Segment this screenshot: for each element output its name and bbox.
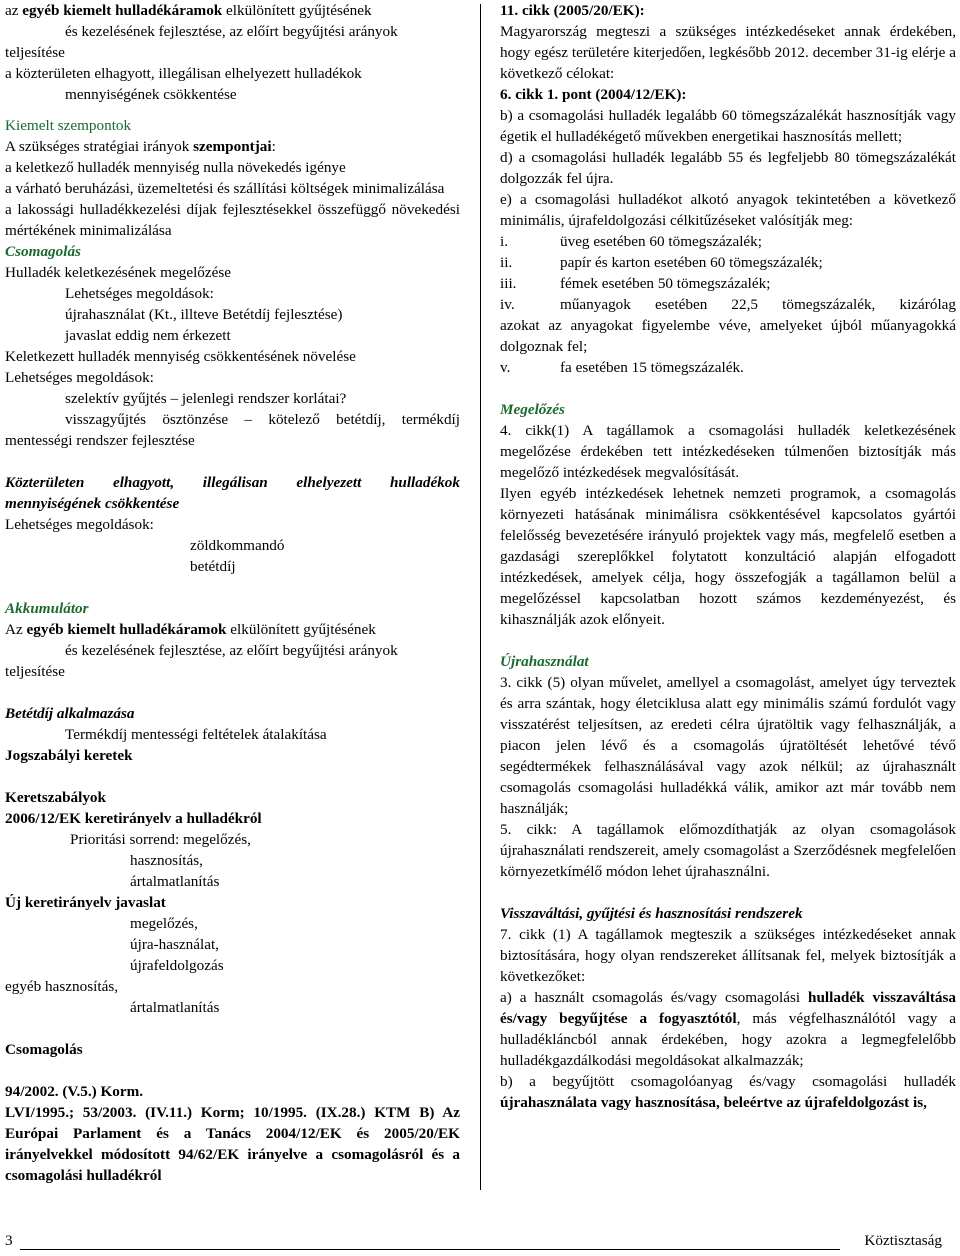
text-paragraph: Magyarország megteszi a szükséges intézkedéseket annak érdekében, hogy egész területére kiterjedően, legkésőbb 2012. december 31-ig elérje a következő célokat: [500,23,956,82]
text-line: betétdíj [190,558,236,575]
list-item: iv. műanyagok esetében 22,5 tömegszázalék, kizárólag [500,296,956,313]
list-item: i. üveg esetében 60 tömegszázalék; [500,233,762,250]
text-line: Keletkezett hulladék mennyiség csökkentésének növelése [5,348,356,365]
regulation-ref: LVI/1995.; 53/2003. (IV.11.) Korm; 10/1995. (IX.28.) KTM B) Az Európai Parlament és a Tanács 2004/12/EK és 2005/20/EK irányelvekkel módosított 94/62/EK irányelve a csomagolásról és a csomagolási hulladékról [5,1104,460,1184]
text-paragraph: 5. cikk: A tagállamok előmozdíthatják az olyan csomagolások újrahasználati rendszereit, amely csomagolást a Szerződésnek megfelelően környezetkímélő módon lehet újrahasználni. [500,821,956,880]
text-paragraph: visszagyűjtés ösztönzése – kötelező betétdíj, termékdíj mentességi rendszer fejlesztése [5,411,460,449]
page-footer [0,1230,960,1254]
text-line: Lehetséges megoldások: [65,285,214,302]
text-paragraph: a várható beruházási, üzemeltetési és szállítási költségek minimalizálása [5,180,445,197]
sub-heading: 6. cikk 1. pont (2004/12/EK): [500,86,687,103]
text-line: Hulladék keletkezésének megelőzése [5,264,232,281]
text-line: A szükséges stratégiai irányok szempontjai: [5,138,276,155]
list-item: ii. papír és karton esetében 60 tömegszázalék; [500,254,823,271]
text-line: Termékdíj mentességi feltételek átalakítása [65,726,327,743]
directive-title: 2006/12/EK keretirányelv a hulladékról [5,810,262,827]
text-line: újrahasználat (Kt., illteve Betétdíj fejlesztése) [65,306,343,323]
text-paragraph: 7. cikk (1) A tagállamok megteszik a szükséges intézkedéseket annak biztosítására, hogy olyan rendszereket állítsanak fel, melyek biztosítják a következőket: [500,926,956,985]
section-heading: Akkumulátor [5,600,89,617]
text-line: hasznosítás, [130,852,203,869]
intro-line: az egyéb kiemelt hulladékáramok elkülönített gyűjtésének [5,2,372,19]
list-item: v. fa esetében 15 tömegszázalék. [500,359,744,376]
text-line: újrafeldolgozás [130,957,224,974]
text-line: teljesítése [5,663,65,680]
text-paragraph: azokat az anyagokat figyelembe véve, amelyeket újból műanyagokká dolgoznak fel; [500,317,956,355]
section-heading: Közterületen elhagyott, illegálisan elhelyezett hulladékok mennyiségének csökkentése [5,474,460,512]
intro-line: mennyiségének csökkentése [65,86,237,103]
footer-rule [20,1249,840,1250]
intro-line: teljesítése [5,44,65,61]
directive-title: Új keretirányelv javaslat [5,894,166,911]
section-heading: Megelőzés [500,401,565,418]
text-line: Lehetséges megoldások: [5,369,154,386]
left-column [5,0,460,1186]
text-paragraph: 3. cikk (5) olyan művelet, amellyel a csomagolást, amelyet úgy terveztek és arra szántak, hogy életciklusa alatt egy minimális számú fordulót vagy visszatérést teljesítsen, az eredeti célra újratöltik vagy felhasználják, a piacon jelen lévő és a csomagolás újratöltését lehetővé tévő segédtermékek felhasználásával vagy azok nélkül; az újrahasznált csomagolás csomagolási hulladékká válik, amikor azt már tovább nem használják; [500,674,956,817]
text-paragraph: b) a csomagolási hulladék legalább 60 tömegszázalékát hasznosítják vagy égetik el hulladékégető művekben energetikai hasznosítás mellett; [500,107,956,145]
section-heading: Kiemelt szempontok [5,117,132,134]
section-heading: Keretszabályok [5,789,106,806]
text-paragraph: e) a csomagolási hulladékot alkotó anyagok tekintetében a következő minimális, újrafeldolgozási célkitűzéseket valósítják meg: [500,191,956,229]
text-line: Prioritási sorrend: megelőzés, [70,831,251,848]
intro-line: a közterületen elhagyott, illegálisan elhelyezett hulladékok [5,65,362,82]
text-paragraph: Ilyen egyéb intézkedések lehetnek nemzeti programok, a csomagolás környezeti hatásának minimálisra csökkentésével kapcsolatos gyártói felelősség bevezetésére irányuló projektek vagy más, megfelelő esetben a gazdasági szereplőkkel folytatott konzultáció alapján elfogadott intézkedések, amelyek célja, hogy összefogják a tagállamon belül a megelőzéssel kapcsolatban hozott számos kezdeményezést, és kihasználják azok előnyeit. [500,485,956,628]
text-line: újra-használat, [130,936,219,953]
list-item: iii. fémek esetében 50 tömegszázalék; [500,275,771,292]
text-paragraph: d) a csomagolási hulladék legalább 55 és legfeljebb 80 tömegszázalékát dolgozzák fel újra. [500,149,956,187]
page-number: 3 [5,1232,13,1249]
text-paragraph: b) a begyűjtött csomagolóanyag és/vagy csomagolási hulladék újrahasználata vagy hasznosítása, beleértve az újrafeldolgozást is, [500,1073,956,1111]
column-divider [480,4,481,1190]
text-line: ártalmatlanítás [130,999,220,1016]
text-line: javaslat eddig nem érkezett [65,327,231,344]
section-heading: 11. cikk (2005/20/EK): [500,2,645,19]
section-heading: Csomagolás [5,1041,83,1058]
section-heading: Jogszabályi keretek [5,747,133,764]
text-line: ártalmatlanítás [130,873,220,890]
text-paragraph: 4. cikk(1) A tagállamok a csomagolási hulladék keletkezésének megelőzése érdekében tett intézkedéseken túlmenően biztosítják más megelőző intézkedések megvalósítását. [500,422,956,481]
text-paragraph: a lakossági hulladékkezelési díjak fejlesztésekkel összefüggő növekedési mértékének minimalizálása [5,201,460,239]
text-line: és kezelésének fejlesztése, az előírt begyűjtési arányok [65,642,398,659]
text-line: Az egyéb kiemelt hulladékáramok elkülönített gyűjtésének [5,621,376,638]
regulation-ref: 94/2002. (V.5.) Korm. [5,1083,144,1100]
publication-name: Köztisztaság [864,1232,942,1249]
section-heading: Újrahasználat [500,653,589,670]
right-column [500,0,956,1113]
text-line: megelőzés, [130,915,198,932]
intro-line: és kezelésének fejlesztése, az előírt begyűjtési arányok [65,23,398,40]
text-line: egyéb hasznosítás, [5,978,119,995]
section-heading: Visszaváltási, gyűjtési és hasznosítási rendszerek [500,905,803,922]
text-line: zöldkommandó [190,537,285,554]
text-line: szelektív gyűjtés – jelenlegi rendszer korlátai? [65,390,347,407]
text-line: Lehetséges megoldások: [5,516,154,533]
section-heading: Betétdíj alkalmazása [5,705,135,722]
text-line: a keletkező hulladék mennyiség nulla növekedés igénye [5,159,346,176]
section-heading: Csomagolás [5,243,81,260]
text-paragraph: a) a használt csomagolás és/vagy csomagolási hulladék visszaváltása és/vagy begyűjtése a fogyasztótól, más végfelhasználótól vagy a hulladékláncból annak érdekében, hogy azokra a legmegfelelőbb hulladékgazdálkodási megoldásokat alkalmazzák; [500,989,957,1069]
